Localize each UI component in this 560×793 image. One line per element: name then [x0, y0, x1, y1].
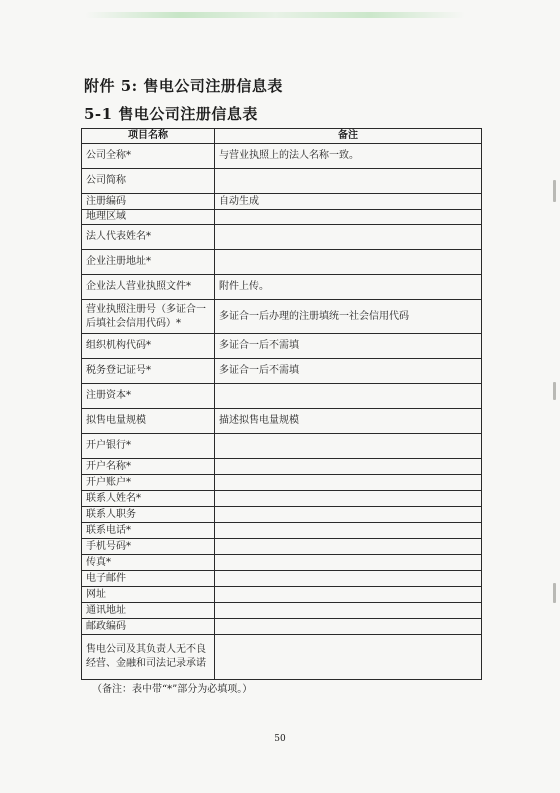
table-row: [82, 194, 482, 210]
remarks-cell: [215, 250, 482, 275]
item-name-cell: 开户名称*: [82, 459, 215, 475]
attachment-title: 附件 5: 售电公司注册信息表: [84, 77, 283, 95]
item-name-cell: 地理区域: [82, 210, 215, 225]
registration-info-table: [81, 128, 482, 680]
table-row: [82, 555, 482, 571]
table-row: [82, 225, 482, 250]
table-row: [82, 635, 482, 680]
item-name-cell: 企业注册地址*: [82, 250, 215, 275]
remarks-cell: 描述拟售电量规模: [215, 409, 482, 434]
column-header-remarks: 备注: [215, 129, 482, 144]
table-row: [82, 459, 482, 475]
item-name-cell: 售电公司及其负责人无不良经营、金融和司法记录承诺: [82, 635, 215, 680]
item-name-cell: 电子邮件: [82, 571, 215, 587]
page-number: 50: [274, 734, 286, 744]
remarks-cell: [215, 555, 482, 571]
table-footnote: （备注：表中带“*”部分为必填项。）: [92, 684, 253, 695]
scan-edge-mark: [553, 583, 556, 603]
table-row: [82, 539, 482, 555]
remarks-cell: [215, 635, 482, 680]
item-name-cell: 开户银行*: [82, 434, 215, 459]
remarks-cell: [215, 475, 482, 491]
table-row: [82, 169, 482, 194]
item-name-cell: 公司简称: [82, 169, 215, 194]
table-header-row: [82, 129, 482, 144]
item-name-cell: 联系人职务: [82, 507, 215, 523]
table-row: [82, 434, 482, 459]
remarks-cell: [215, 539, 482, 555]
table-row: [82, 619, 482, 635]
remarks-cell: [215, 434, 482, 459]
table-row: [82, 210, 482, 225]
item-name-cell: 公司全称*: [82, 144, 215, 169]
remarks-cell: 与营业执照上的法人名称一致。: [215, 144, 482, 169]
remarks-cell: [215, 587, 482, 603]
remarks-cell: 多证合一后不需填: [215, 334, 482, 359]
remarks-cell: 附件上传。: [215, 275, 482, 300]
item-name-cell: 法人代表姓名*: [82, 225, 215, 250]
item-name-cell: 注册编码: [82, 194, 215, 210]
column-header-item-name: 项目名称: [82, 129, 215, 144]
remarks-cell: [215, 210, 482, 225]
table-row: [82, 603, 482, 619]
remarks-cell: [215, 169, 482, 194]
table-body: [82, 144, 482, 680]
table-row: [82, 409, 482, 434]
table-title: 5-1 售电公司注册信息表: [84, 105, 258, 123]
item-name-cell: 手机号码*: [82, 539, 215, 555]
item-name-cell: 邮政编码: [82, 619, 215, 635]
remarks-cell: 多证合一后不需填: [215, 359, 482, 384]
table-row: [82, 587, 482, 603]
item-name-cell: 企业法人营业执照文件*: [82, 275, 215, 300]
table-row: [82, 491, 482, 507]
remarks-cell: [215, 619, 482, 635]
item-name-cell: 联系人姓名*: [82, 491, 215, 507]
item-name-cell: 联系电话*: [82, 523, 215, 539]
remarks-cell: [215, 603, 482, 619]
remarks-cell: [215, 459, 482, 475]
remarks-cell: 多证合一后办理的注册填统一社会信用代码: [215, 300, 482, 334]
table-row: [82, 300, 482, 334]
table-row: [82, 507, 482, 523]
table-row: [82, 334, 482, 359]
item-name-cell: 税务登记证号*: [82, 359, 215, 384]
item-name-cell: 营业执照注册号（多证合一后填社会信用代码）*: [82, 300, 215, 334]
item-name-cell: 注册资本*: [82, 384, 215, 409]
remarks-cell: [215, 571, 482, 587]
scan-edge-mark: [553, 382, 556, 400]
remarks-cell: [215, 384, 482, 409]
remarks-cell: 自动生成: [215, 194, 482, 210]
item-name-cell: 组织机构代码*: [82, 334, 215, 359]
table-row: [82, 571, 482, 587]
scan-artifact-mark: [85, 12, 465, 18]
table-row: [82, 275, 482, 300]
item-name-cell: 通讯地址: [82, 603, 215, 619]
table-row: [82, 250, 482, 275]
item-name-cell: 拟售电量规模: [82, 409, 215, 434]
remarks-cell: [215, 225, 482, 250]
table-row: [82, 144, 482, 169]
table-row: [82, 384, 482, 409]
item-name-cell: 开户账户*: [82, 475, 215, 491]
table-row: [82, 523, 482, 539]
remarks-cell: [215, 491, 482, 507]
remarks-cell: [215, 523, 482, 539]
scan-edge-mark: [553, 180, 556, 202]
item-name-cell: 传真*: [82, 555, 215, 571]
table-row: [82, 475, 482, 491]
remarks-cell: [215, 507, 482, 523]
item-name-cell: 网址: [82, 587, 215, 603]
table-row: [82, 359, 482, 384]
